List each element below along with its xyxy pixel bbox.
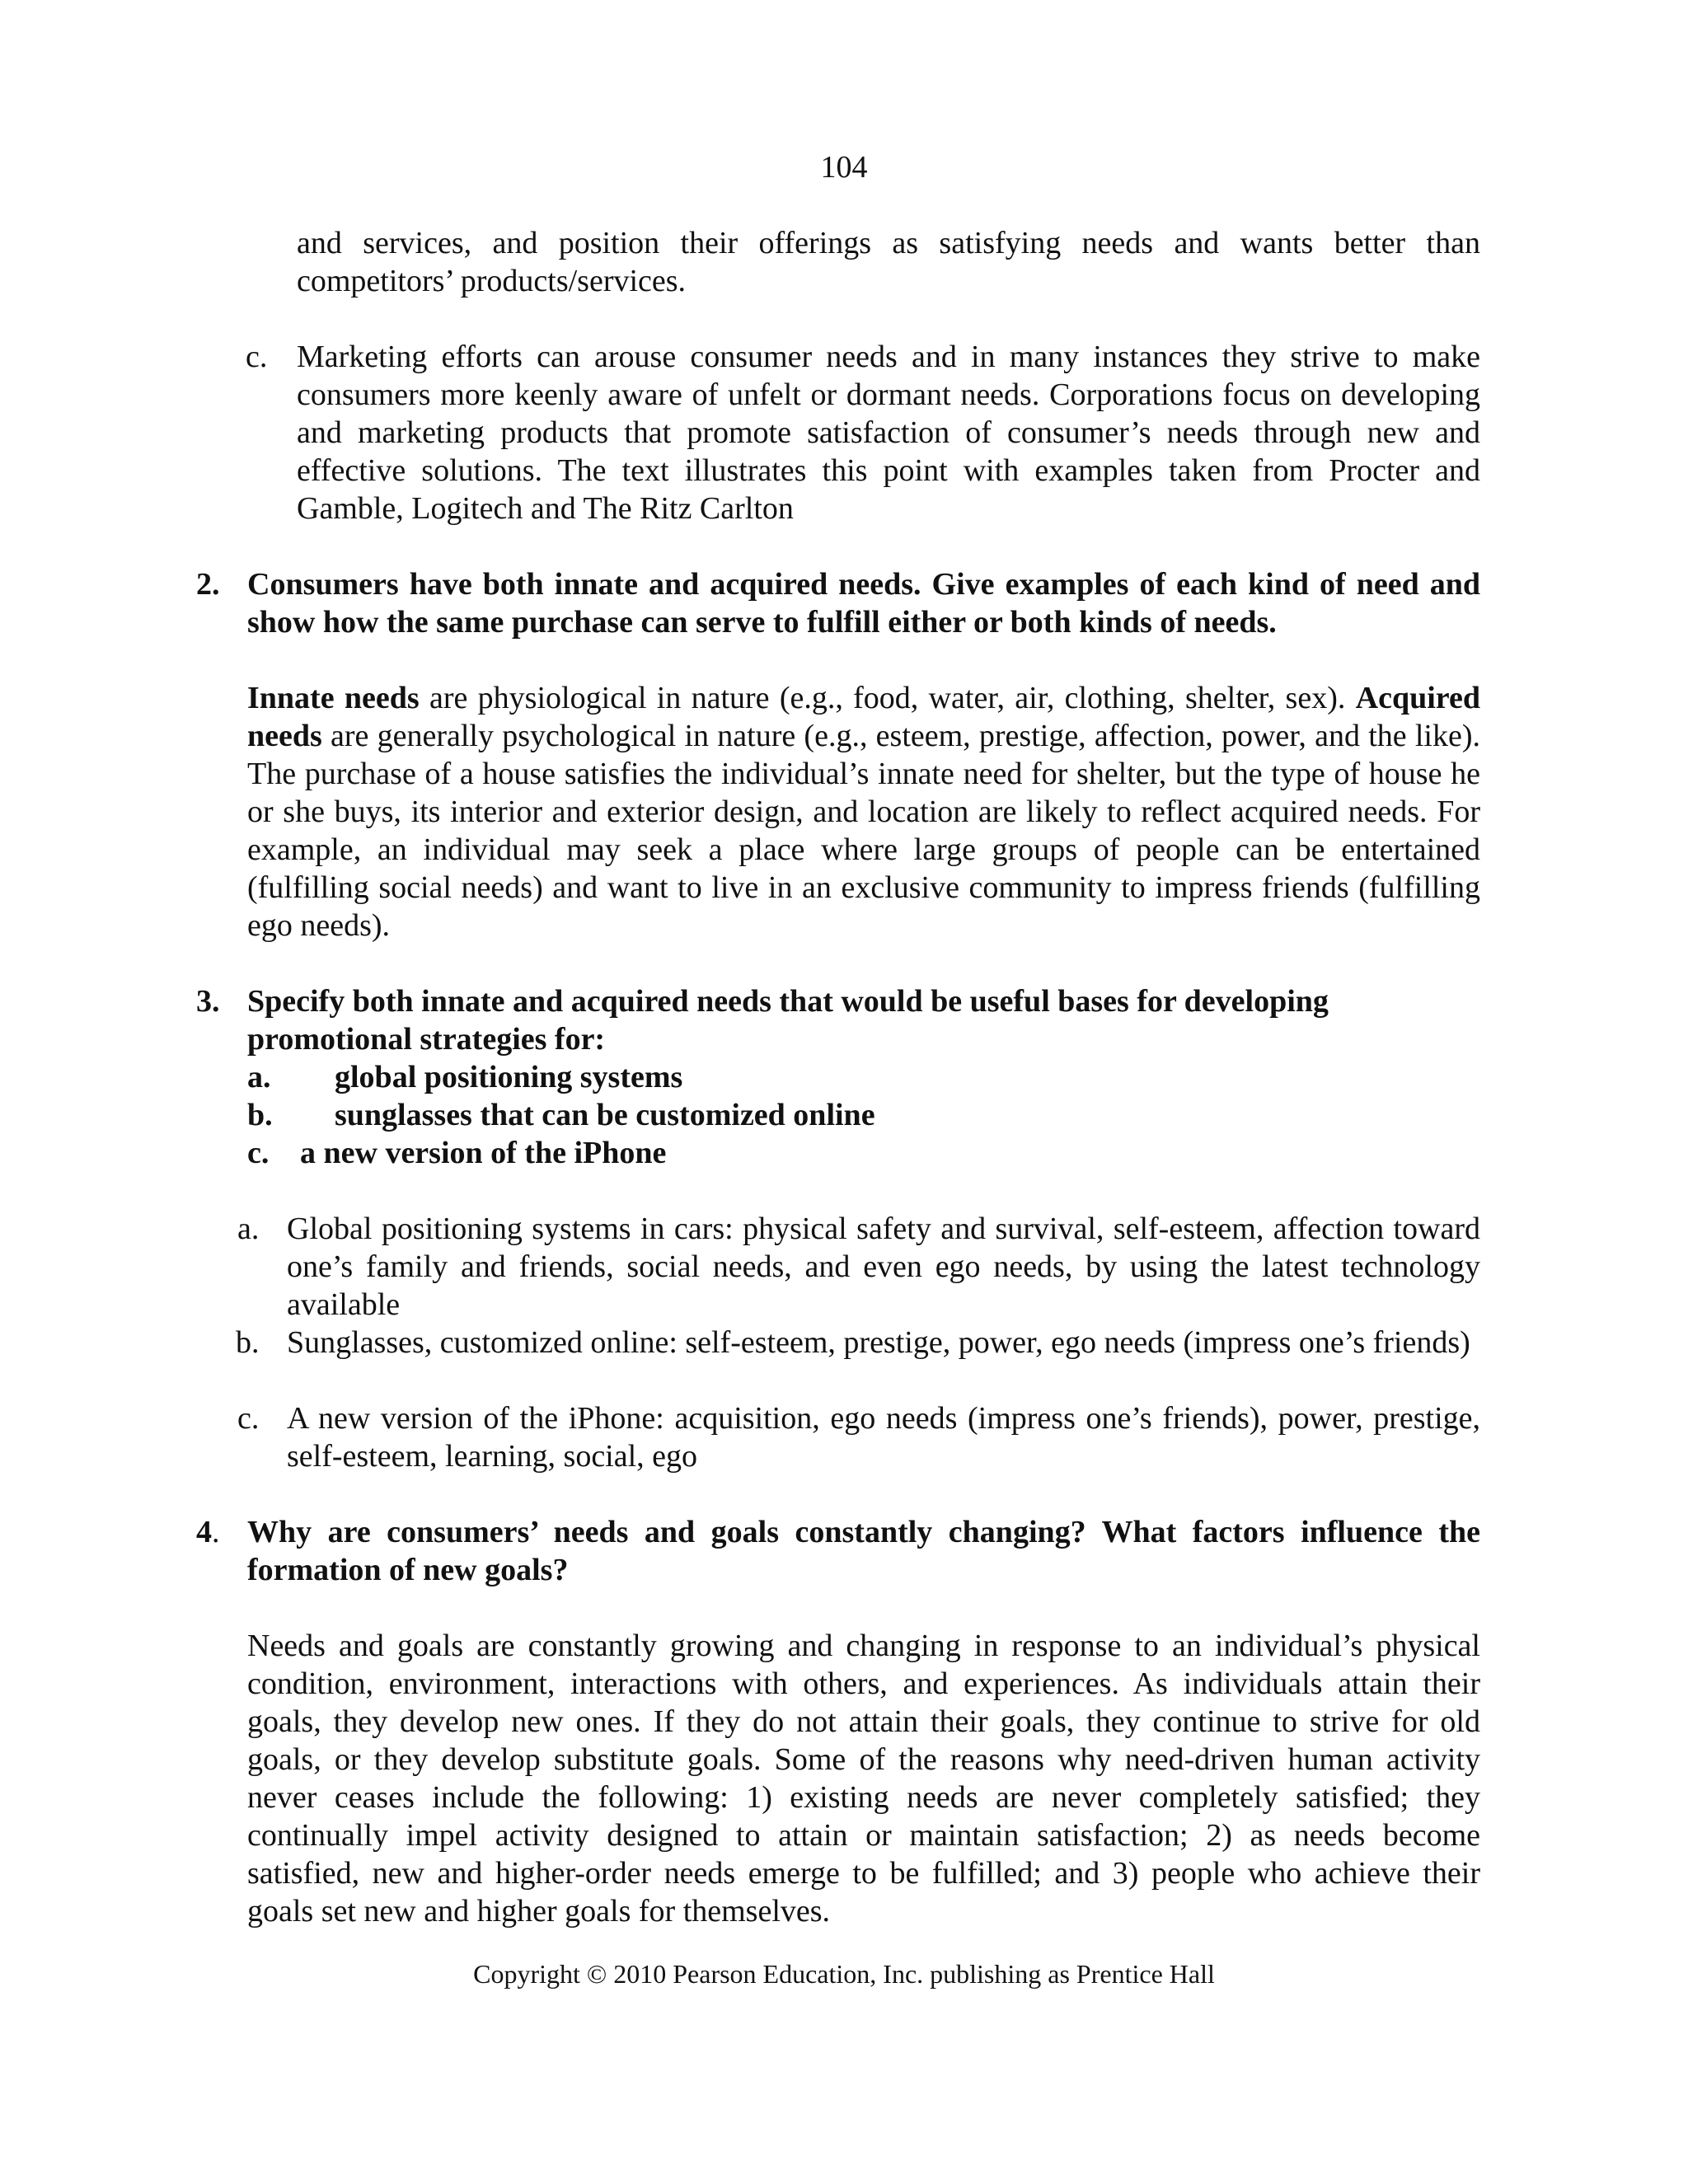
question-4-answer: Needs and goals are constantly growing and changing in response to an individual’s physical condition, environment, interactions with others, and experiences. As individuals attain their goals, they develop new ones. If they do not attain their goals, they continue to strive for old goals, or they develop substitute goals. Some of the reasons why need-driven human activity never ceases include the following: 1) existing needs are never completely satisfied; they continually impel activity designed to attain or maintain satisfaction; 2) as needs become satisfied, new and higher-order needs emerge to be fulfilled; and 3) people who achieve their goals set new and higher goals for themselves. bbox=[247, 1629, 1480, 1929]
answer-3b-marker: b. bbox=[236, 1325, 260, 1360]
acquired-needs-definition: are generally psychological in nature (e.g., esteem, prestige, affection, power, and the like). The purchase of a house satisfies the individual’s innate need for shelter, but the type of house he or she buys, its interior and exterior design, and location are likely to reflect acquired needs. For example, an individual may seek a place where large groups of people can be entertained (fulfilling social needs) and want to live in an exclusive community to impress friends (fulfilling ego needs). bbox=[247, 719, 1480, 943]
question-3-line-1: Specify both innate and acquired needs that would be useful bases for developing bbox=[247, 984, 1329, 1019]
question-2-text: Consumers have both innate and acquired needs. Give examples of each kind of need and show how the same purchase can serve to fulfill either or both kinds of needs. bbox=[247, 567, 1480, 640]
answer-3a-marker: a. bbox=[237, 1212, 260, 1246]
copyright-footer: Copyright © 2010 Pearson Education, Inc. publishing as Prentice Hall bbox=[473, 1959, 1215, 1989]
answer-3c-marker: c. bbox=[237, 1401, 260, 1436]
acquired-needs-term: Acquired needs bbox=[247, 681, 1480, 753]
continuation-paragraph: and services, and position their offerings as satisfying needs and wants better than competitors’ products/services. bbox=[297, 226, 1480, 298]
question-4-number-digit: 4 bbox=[196, 1515, 212, 1549]
question-2-number: 2. bbox=[196, 567, 220, 602]
question-3-subitem-c-marker: c. bbox=[247, 1136, 270, 1170]
question-3-subitem-b-text: sunglasses that can be customized online bbox=[335, 1098, 875, 1132]
answer-3b-text: Sunglasses, customized online: self-esteem, prestige, power, ego needs (impress one’s friends) bbox=[287, 1325, 1470, 1360]
innate-needs-term: Innate needs bbox=[247, 681, 420, 715]
question-3-subitem-a-marker: a. bbox=[247, 1060, 271, 1094]
question-3-line-2: promotional strategies for: bbox=[247, 1022, 606, 1057]
page-number: 104 bbox=[820, 150, 868, 185]
question-3-number: 3. bbox=[196, 984, 220, 1019]
question-3-subitem-a-text: global positioning systems bbox=[335, 1060, 683, 1094]
question-3-subitem-b-marker: b. bbox=[247, 1098, 273, 1132]
question-2-answer bbox=[247, 679, 1480, 944]
answer-3a-text: Global positioning systems in cars: physical safety and survival, self-esteem, affection toward one’s family and friends, social needs, and even ego needs, by using the latest technology available bbox=[287, 1212, 1480, 1322]
question-4-text: Why are consumers’ needs and goals constantly changing? What factors influence the formation of new goals? bbox=[247, 1515, 1480, 1587]
question-4-number-punct: . bbox=[212, 1515, 220, 1549]
item-c-marker: c. bbox=[246, 340, 268, 374]
question-3-subitem-c-text: a new version of the iPhone bbox=[300, 1136, 667, 1170]
answer-3c-text: A new version of the iPhone: acquisition, ego needs (impress one’s friends), power, prestige, self-esteem, learning, social, ego bbox=[287, 1401, 1480, 1474]
innate-needs-definition: are physiological in nature (e.g., food, water, air, clothing, shelter, sex). bbox=[419, 681, 1356, 715]
item-c-paragraph: Marketing efforts can arouse consumer needs and in many instances they strive to make consumers more keenly aware of unfelt or dormant needs. Corporations focus on developing and marketing products that promote satisfaction of consumer’s needs through new and effective solutions. The text illustrates this point with examples taken from Procter and Gamble, Logitech and The Ritz Carlton bbox=[297, 340, 1480, 526]
question-4-number bbox=[196, 1513, 220, 1551]
